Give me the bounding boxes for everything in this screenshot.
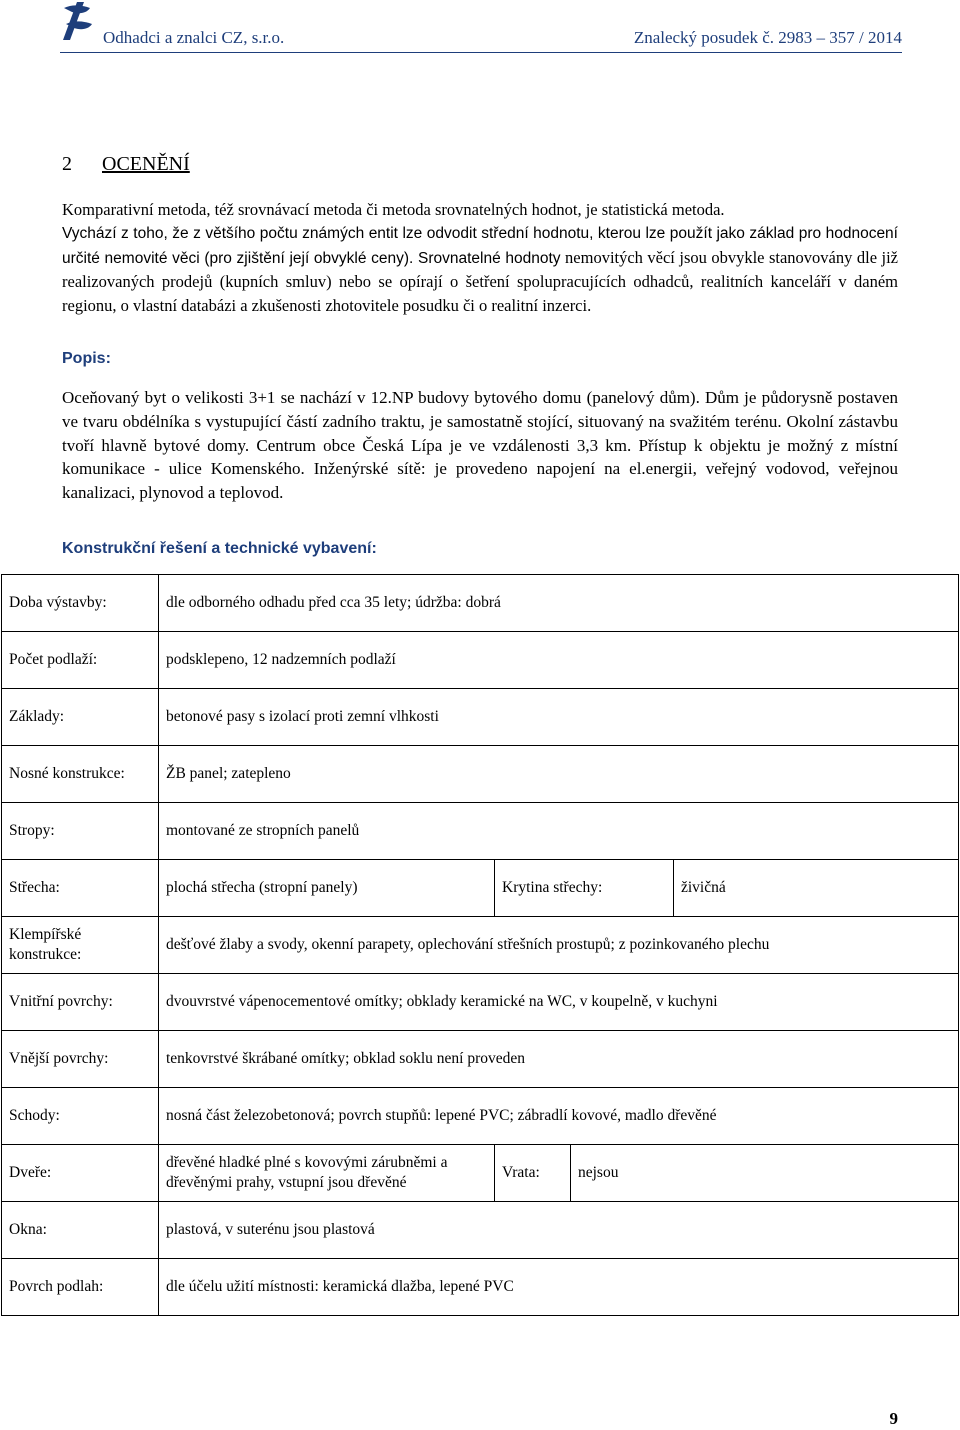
row-value: dešťové žlaby a svody, okenní parapety, oplechování střešních prostupů; z pozinkovaného plechu <box>159 917 959 974</box>
row-value: plastová, v suterénu jsou plastová <box>159 1202 959 1259</box>
table-row <box>2 1145 959 1202</box>
row-value: podsklepeno, 12 nadzemních podlaží <box>159 632 959 689</box>
section-title: OCENĚNÍ <box>102 153 190 175</box>
konstrukce-heading: Konstrukční řešení a technické vybavení: <box>62 540 377 557</box>
table-row <box>2 803 959 860</box>
intro-sans-text: Vychází z toho, že z většího počtu známých entit lze odvodit střední hodnotu, kterou lze použít jako základ pro hodnocení určité nemovité věci (pro zjištění její obvyklé ceny). Srovnatelné hodnoty <box>62 225 898 267</box>
row-value: dle účelu užití místnosti: keramická dlažba, lepené PVC <box>159 1259 959 1316</box>
page-header <box>0 0 960 60</box>
row-value: ŽB panel; zatepleno <box>159 746 959 803</box>
row-value: montované ze stropních panelů <box>159 803 959 860</box>
row-label-secondary: Vrata: <box>495 1145 571 1201</box>
table-row <box>2 917 959 974</box>
row-value: dřevěné hladké plné s kovovými zárubněmi a dřevěnými prahy, vstupní jsou dřevěné <box>159 1145 495 1202</box>
table-row <box>2 1088 959 1145</box>
table-row <box>2 575 959 632</box>
row-label: Počet podlaží: <box>2 632 159 689</box>
intro-line-1: Komparativní metoda, též srovnávací metoda či metoda srovnatelných hodnot, je statistická metoda. <box>62 200 725 219</box>
report-number: Znalecký posudek č. 2983 – 357 / 2014 <box>633 28 902 47</box>
company-name: Odhadci a znalci CZ, s.r.o. <box>103 28 285 47</box>
intro-paragraph <box>62 198 898 317</box>
row-value: tenkovrstvé škrábané omítky; obklad soklu není proveden <box>159 1031 959 1088</box>
table-row <box>2 1031 959 1088</box>
row-label: Doba výstavby: <box>2 575 159 632</box>
row-value: dle odborného odhadu před cca 35 lety; údržba: dobrá <box>159 575 959 632</box>
popis-heading: Popis: <box>62 350 111 367</box>
intro-serif-text: nemovitých věcí jsou obvykle stanovovány dle již realizovaných prodejů (kupních smluv) nebo se opírají o šetření spolupracujících odhadců, realitních kanceláří v daném regionu, o vlastní databázi a zkušenosti zhotovitele posudku či o realitní inzerci. <box>62 247 898 315</box>
row-label: Stropy: <box>2 803 159 860</box>
table-row <box>2 689 959 746</box>
row-value: nosná část železobetonová; povrch stupňů: lepené PVC; zábradlí kovové, madlo dřevěné <box>159 1088 959 1145</box>
row-label: Vnitřní povrchy: <box>2 974 159 1031</box>
section-heading <box>62 153 190 176</box>
row-label: Vnější povrchy: <box>2 1031 159 1088</box>
row-value: dvouvrstvé vápenocementové omítky; obklady keramické na WC, v koupelně, v kuchyni <box>159 974 959 1031</box>
row-value-secondary: živičná <box>674 860 959 917</box>
row-label: Dveře: <box>2 1145 159 1202</box>
construction-table <box>1 574 959 1316</box>
row-label-secondary: Krytina střechy: <box>495 860 674 917</box>
row-label: Střecha: <box>2 860 159 917</box>
table-row <box>2 1259 959 1316</box>
company-logo-icon <box>60 2 94 40</box>
intro-body <box>62 221 898 317</box>
row-value: plochá střecha (stropní panely) <box>159 860 495 917</box>
table-row <box>2 860 959 917</box>
table-row <box>2 974 959 1031</box>
row-label: Schody: <box>2 1088 159 1145</box>
row-secondary-wrap <box>495 1145 958 1201</box>
table-row <box>2 632 959 689</box>
row-label: Základy: <box>2 689 159 746</box>
popis-paragraph: Oceňovaný byt o velikosti 3+1 se nachází v 12.NP budovy bytového domu (panelový dům). Dům je půdorysně postaven ve tvaru obdélníka s vystupující částí zadního traktu, je samostatně stojící, situovaný na svažitém terénu. Okolní zástavbu tvoří hlavně bytové domy. Centrum obce Česká Lípa je ve vzdálenosti 3,3 km. Přístup k objektu je možný z místní komunikace - ulice Komenského. Inženýrské sítě: je provedeno napojení na el.energii, veřejný vodovod, veřejnou kanalizaci, plynovod a teplovod. <box>62 388 898 503</box>
row-label: Nosné konstrukce: <box>2 746 159 803</box>
header-divider <box>60 52 902 53</box>
row-value-secondary: nejsou <box>578 1164 619 1181</box>
row-secondary-cell <box>495 1145 959 1202</box>
row-label: Klempířské konstrukce: <box>2 917 159 974</box>
page-number: 9 <box>889 1409 898 1428</box>
row-label: Povrch podlah: <box>2 1259 159 1316</box>
row-label: Okna: <box>2 1202 159 1259</box>
table-row <box>2 746 959 803</box>
row-value: betonové pasy s izolací proti zemní vlhkosti <box>159 689 959 746</box>
section-number: 2 <box>62 153 72 175</box>
table-row <box>2 1202 959 1259</box>
